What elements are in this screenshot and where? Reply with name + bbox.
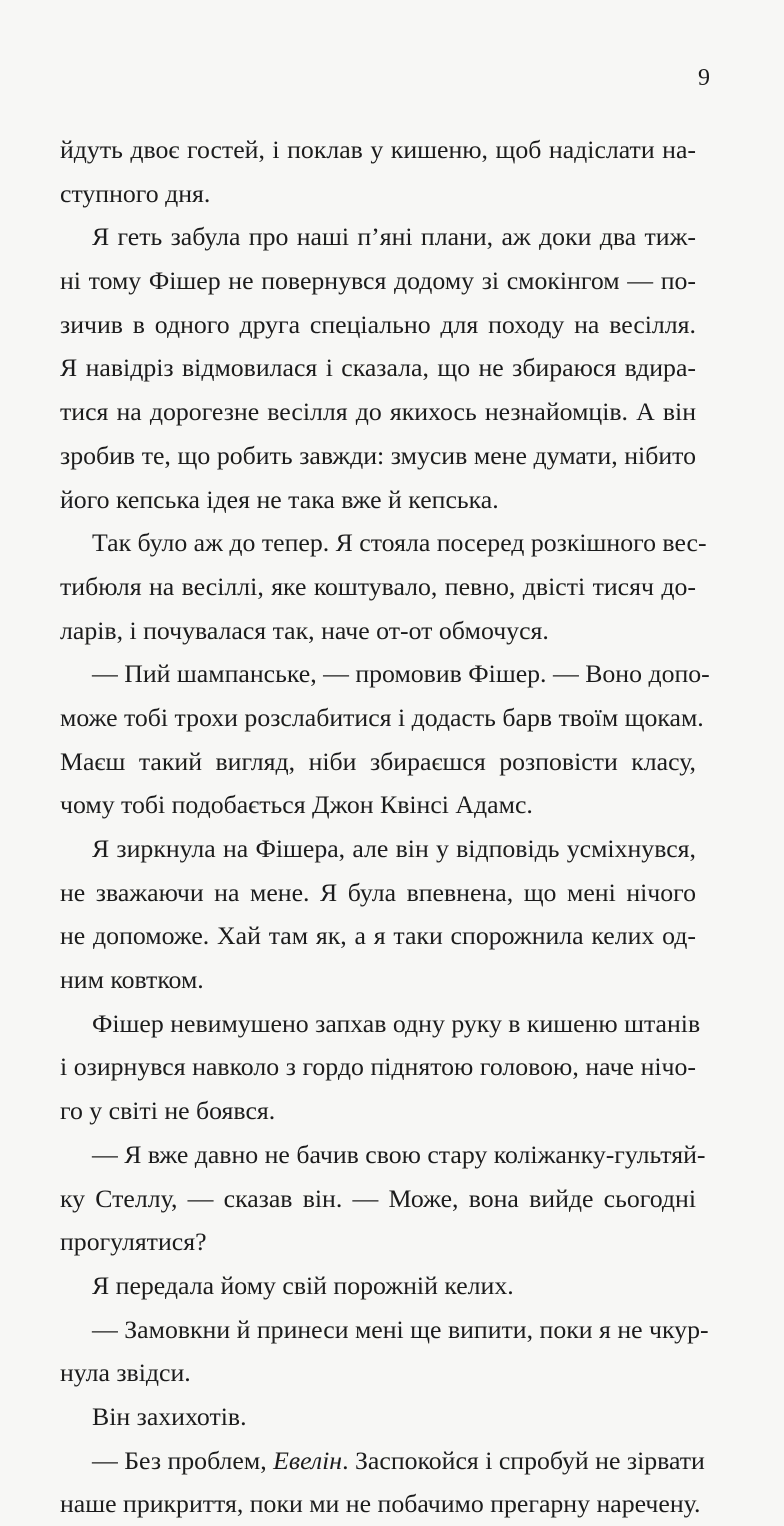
text-line: Я навідріз відмовилася і сказала, що не збираюся вдира- <box>60 353 696 383</box>
text-segment: — Без проблем, <box>92 1445 274 1475</box>
emphasized-name: Евелін <box>273 1445 343 1475</box>
text-line <box>60 1439 705 1483</box>
text-line: може тобі трохи розслабитися і додасть барв твоїм щокам. <box>60 702 704 732</box>
text-line: нула звідси. <box>60 1358 191 1388</box>
text-line: Фішер невимушено запхав одну руку в кишеню штанів <box>92 1008 701 1038</box>
text-line: чому тобі подобається Джон Квінсі Адамс. <box>60 790 533 820</box>
text-line: не зважаючи на мене. Я була впевнена, що мені нічого <box>60 877 696 907</box>
text-line: прогулятися? <box>60 1227 207 1257</box>
text-line: Він захихотів. <box>92 1401 247 1431</box>
text-line: Так було аж до тепер. Я стояла посеред розкішного вес- <box>92 528 707 558</box>
text-line: ку Стеллу, — сказав він. — Може, вона вийде сьогодні <box>60 1183 696 1213</box>
text-line: його кепська ідея не така вже й кепська. <box>60 484 499 514</box>
text-line: ларів, і почувалася так, наче от-от обмочуся. <box>60 615 549 645</box>
page-number: 9 <box>698 65 710 91</box>
text-line: наше прикриття, поки ми не побачимо прегарну наречену. <box>60 1489 701 1519</box>
text-line: і озирнувся навколо з гордо піднятою головою, наче нічо- <box>60 1052 696 1082</box>
text-line: тися на дорогезне весілля до якихось незнайомців. А він <box>60 397 696 427</box>
text-line: — Я вже давно не бачив свою стару коліжанку-гультяй- <box>92 1139 706 1169</box>
text-line: тибюля на весіллі, яке коштувало, певно, двісті тисяч до- <box>60 571 696 601</box>
text-line: не допоможе. Хай там як, а я таки спорожнила келих од- <box>60 921 696 951</box>
text-line: ним ковтком. <box>60 965 204 995</box>
text-line: йдуть двоє гостей, і поклав у кишеню, щоб надіслати на- <box>60 135 696 164</box>
text-line: Я геть забула про наші п’яні плани, аж доки два тиж- <box>92 222 696 252</box>
text-line: — Пий шампанське, — промовив Фішер. — Воно допо- <box>92 659 710 689</box>
text-line: ступного дня. <box>60 178 211 208</box>
text-line: зробив те, що робить завжди: змусив мене думати, нібито <box>60 440 696 470</box>
text-line: — Замовкни й принеси мені ще випити, поки я не чкур- <box>92 1314 709 1344</box>
text-segment: . Заспокойся і спробуй не зірвати <box>342 1445 705 1475</box>
text-line: го у світі не боявся. <box>60 1096 276 1126</box>
text-line: Маєш такий вигляд, ніби збираєшся розповісти класу, <box>60 746 696 776</box>
text-line: ні тому Фішер не повернувся додому зі смокінгом — по- <box>60 266 696 296</box>
text-line: зичив в одного друга спеціально для походу на весілля. <box>60 309 696 339</box>
text-line: Я передала йому свій порожній келих. <box>92 1270 514 1300</box>
body-text <box>60 128 710 1526</box>
text-line: Я зиркнула на Фішера, але він у відповідь усміхнувся, <box>92 834 696 863</box>
